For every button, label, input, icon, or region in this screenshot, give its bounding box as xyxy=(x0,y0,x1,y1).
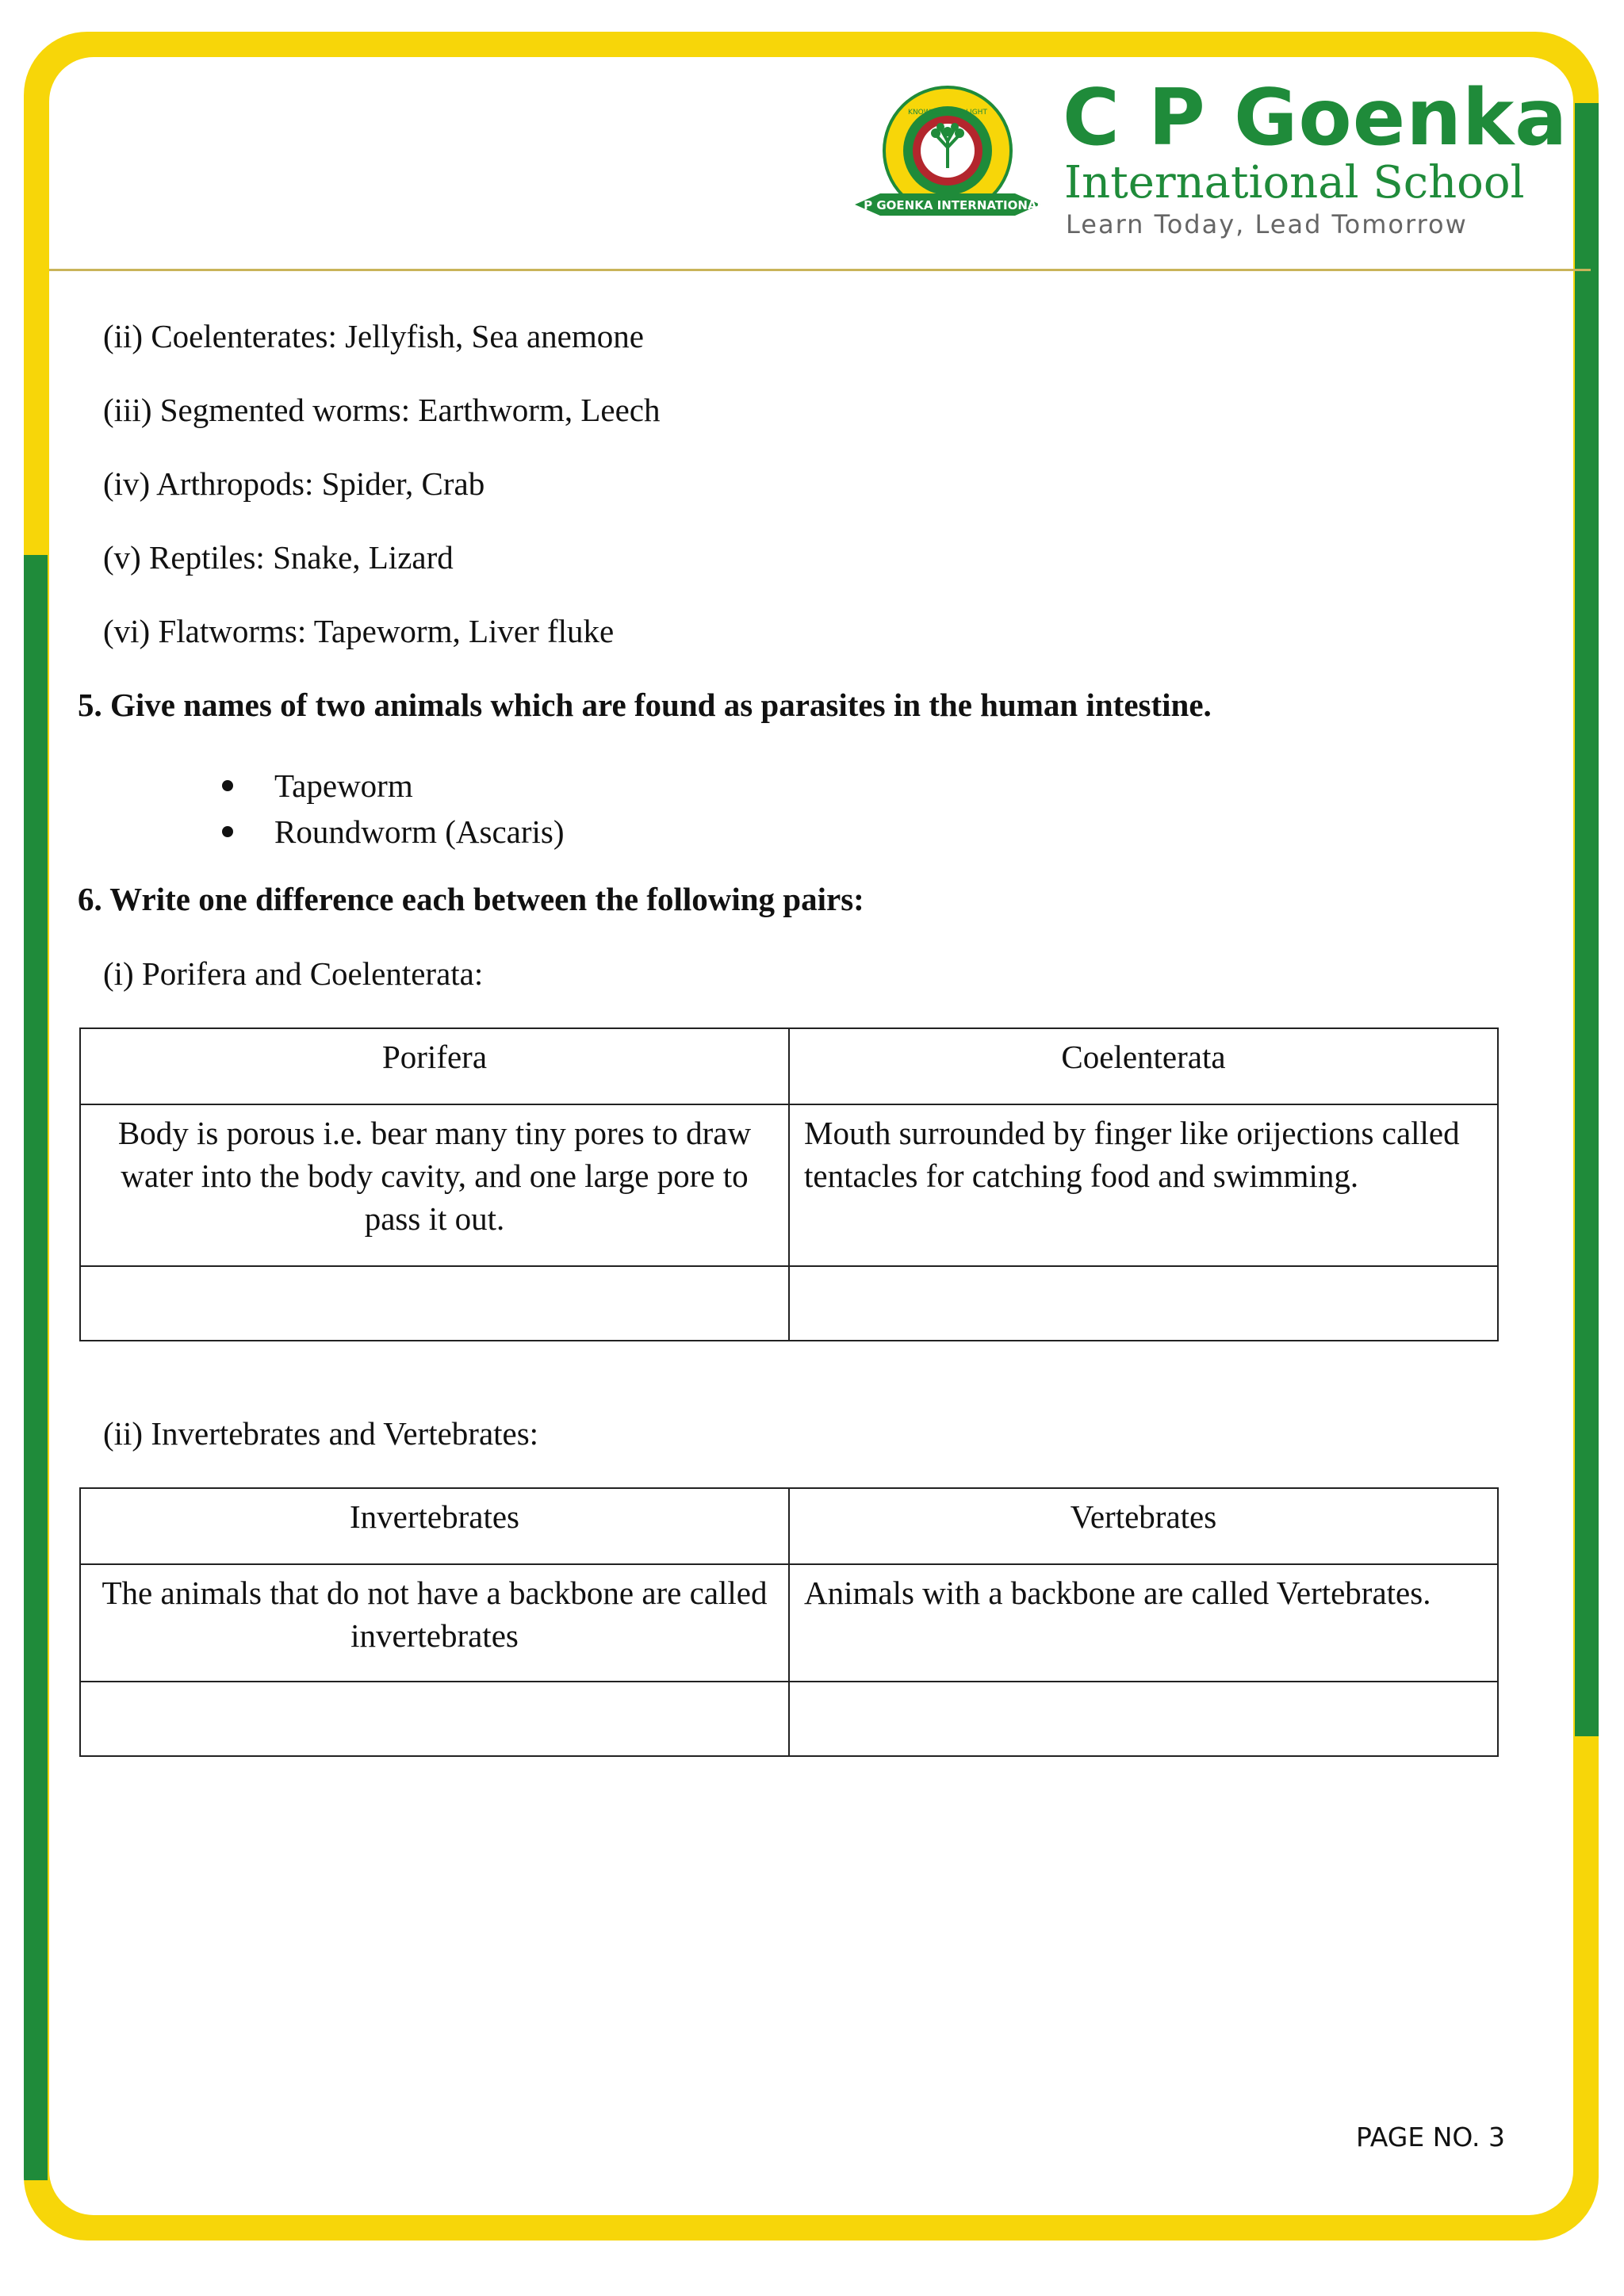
bullet-icon xyxy=(222,826,233,837)
table-cell-empty xyxy=(80,1682,789,1756)
table-row-empty xyxy=(80,1682,1498,1756)
page-number: PAGE NO. 3 xyxy=(1356,2122,1505,2152)
list-item xyxy=(222,763,565,809)
school-tagline: Learn Today, Lead Tomorrow xyxy=(1066,209,1468,239)
example-line: (v) Reptiles: Snake, Lizard xyxy=(103,539,454,576)
answer-list xyxy=(222,763,565,855)
question-5: 5. Give names of two animals which are found as parasites in the human intestine. xyxy=(78,687,1212,723)
table-header-row xyxy=(80,1028,1498,1104)
table-header-cell: Invertebrates xyxy=(80,1488,789,1564)
question-6: 6. Write one difference each between the following pairs: xyxy=(78,881,864,917)
header-divider xyxy=(49,269,1591,271)
table-cell: The animals that do not have a backbone are called invertebrates xyxy=(80,1564,789,1682)
table-cell: Body is porous i.e. bear many tiny pores to draw water into the body cavity, and one large pore to pass it out. xyxy=(80,1104,789,1266)
table-cell-empty xyxy=(80,1266,789,1341)
table-cell-empty xyxy=(789,1682,1498,1756)
table-cell: Animals with a backbone are called Vertebrates. xyxy=(789,1564,1498,1682)
emblem-motto-text: KNOWLEDGE IS LIGHT xyxy=(908,109,987,117)
table-cell-empty xyxy=(789,1266,1498,1341)
table-row xyxy=(80,1104,1498,1266)
example-line: (iii) Segmented worms: Earthworm, Leech xyxy=(103,392,661,428)
border-green-stripe-right xyxy=(1575,103,1599,1736)
example-line: (ii) Coelenterates: Jellyfish, Sea anemone xyxy=(103,318,644,354)
table-cell: Mouth surrounded by finger like orijections called tentacles for catching food and swimming. xyxy=(789,1104,1498,1266)
part-2-label: (ii) Invertebrates and Vertebrates: xyxy=(103,1415,539,1452)
table-row xyxy=(80,1564,1498,1682)
answer-text: Roundworm (Ascaris) xyxy=(274,813,565,850)
table-row-empty xyxy=(80,1266,1498,1341)
list-item xyxy=(222,809,565,855)
difference-table-1 xyxy=(79,1027,1499,1341)
school-emblem-logo xyxy=(848,86,1047,236)
example-line: (vi) Flatworms: Tapeworm, Liver fluke xyxy=(103,613,615,649)
border-green-stripe-left xyxy=(24,555,48,2180)
example-line: (iv) Arthropods: Spider, Crab xyxy=(103,465,485,502)
school-subtitle: International School xyxy=(1064,157,1525,209)
part-1-label: (i) Porifera and Coelenterata: xyxy=(103,955,484,992)
school-name: C P Goenka xyxy=(1063,73,1568,163)
table-header-row xyxy=(80,1488,1498,1564)
difference-table-2 xyxy=(79,1487,1499,1757)
table-header-cell: Coelenterata xyxy=(789,1028,1498,1104)
table-header-cell: Porifera xyxy=(80,1028,789,1104)
table-header-cell: Vertebrates xyxy=(789,1488,1498,1564)
bullet-icon xyxy=(222,780,233,791)
answer-text: Tapeworm xyxy=(274,767,413,804)
emblem-banner-text: C P GOENKA INTERNATIONAL xyxy=(850,198,1045,212)
